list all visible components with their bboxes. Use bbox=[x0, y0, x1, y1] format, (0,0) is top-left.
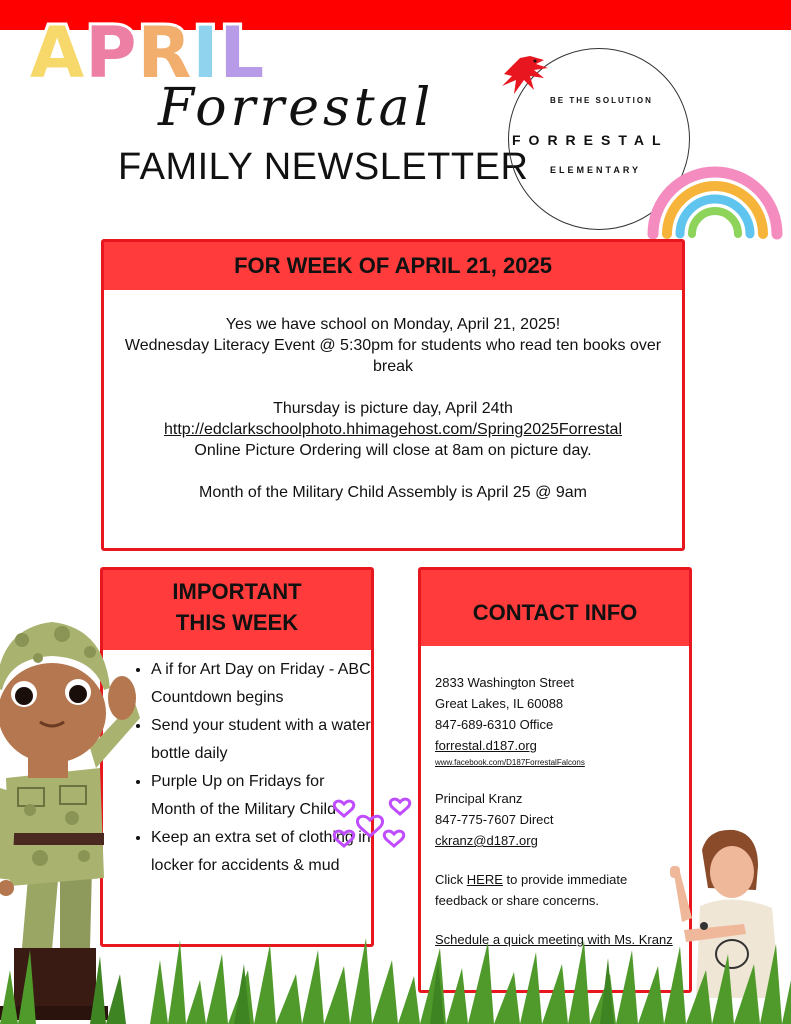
meeting-link[interactable]: Schedule a quick meeting with Ms. Kranz bbox=[435, 932, 673, 947]
list-item: • Keep an extra set of clothing in locker for accidents & mud bbox=[151, 824, 371, 880]
logo-tagline: BE THE SOLUTION bbox=[550, 96, 653, 105]
week-line-literacy: Wednesday Literacy Event @ 5:30pm for students who read ten books over break bbox=[124, 337, 662, 375]
school-script-title: Forrestal bbox=[158, 78, 435, 138]
feedback-text: Click HERE to provide immediate feedback or share concerns. bbox=[435, 872, 628, 908]
month-letter-r: R bbox=[137, 12, 193, 94]
picture-order-link[interactable]: http://edclarkschoolphoto.hhimagehost.com/Spring2025Forrestal bbox=[163, 421, 623, 438]
office-phone: 847-689-6310 Office bbox=[435, 717, 554, 732]
month-letter-p: P bbox=[85, 12, 138, 94]
week-line-ordering: Online Picture Ordering will close at 8am on picture day. bbox=[194, 442, 592, 459]
feedback-link[interactable]: HERE bbox=[466, 872, 503, 887]
week-body bbox=[104, 290, 682, 503]
newsletter-title: FAMILY NEWSLETTER bbox=[118, 146, 529, 188]
rainbow-icon bbox=[645, 150, 785, 240]
week-line-assembly: Month of the Military Child Assembly is April 25 @ 9am bbox=[199, 484, 587, 501]
list-item: • A if for Art Day on Friday - ABC Countdown begins bbox=[151, 656, 371, 712]
logo-subtitle: ELEMENTARY bbox=[550, 165, 642, 175]
important-heading-line1: IMPORTANT bbox=[172, 579, 302, 604]
facebook-link[interactable]: www.facebook.com/D187ForrestalFalcons bbox=[435, 758, 585, 767]
grass-decoration bbox=[0, 930, 791, 1024]
week-box bbox=[101, 239, 685, 551]
email-link[interactable]: ckranz@d187.org bbox=[435, 833, 538, 848]
falcon-icon bbox=[500, 52, 552, 100]
month-letter-a: A bbox=[30, 12, 86, 94]
address-line1: 2833 Washington Street bbox=[435, 675, 574, 690]
principal-phone: 847-775-7607 Direct bbox=[435, 812, 554, 827]
contact-body bbox=[421, 646, 689, 950]
week-heading: FOR WEEK OF APRIL 21, 2025 bbox=[104, 242, 682, 290]
month-letter-l: L bbox=[219, 12, 266, 94]
logo-name: FORRESTAL bbox=[512, 132, 669, 148]
purple-hearts-icon bbox=[330, 790, 412, 852]
week-line-picture-day: Thursday is picture day, April 24th bbox=[273, 400, 513, 417]
list-item: • Send your student with a water bottle daily bbox=[151, 712, 371, 768]
principal-name: Principal Kranz bbox=[435, 791, 523, 806]
website-link[interactable]: forrestal.d187.org bbox=[435, 738, 537, 753]
month-letter-i: I bbox=[192, 12, 220, 94]
address-line2: Great Lakes, IL 60088 bbox=[435, 696, 564, 711]
list-item: • Purple Up on Fridays for Month of the Military Child bbox=[151, 768, 371, 824]
contact-heading: CONTACT INFO bbox=[421, 570, 689, 646]
important-heading-line2: THIS WEEK bbox=[175, 610, 299, 635]
week-line-school: Yes we have school on Monday, April 21, 2025! bbox=[225, 316, 561, 333]
